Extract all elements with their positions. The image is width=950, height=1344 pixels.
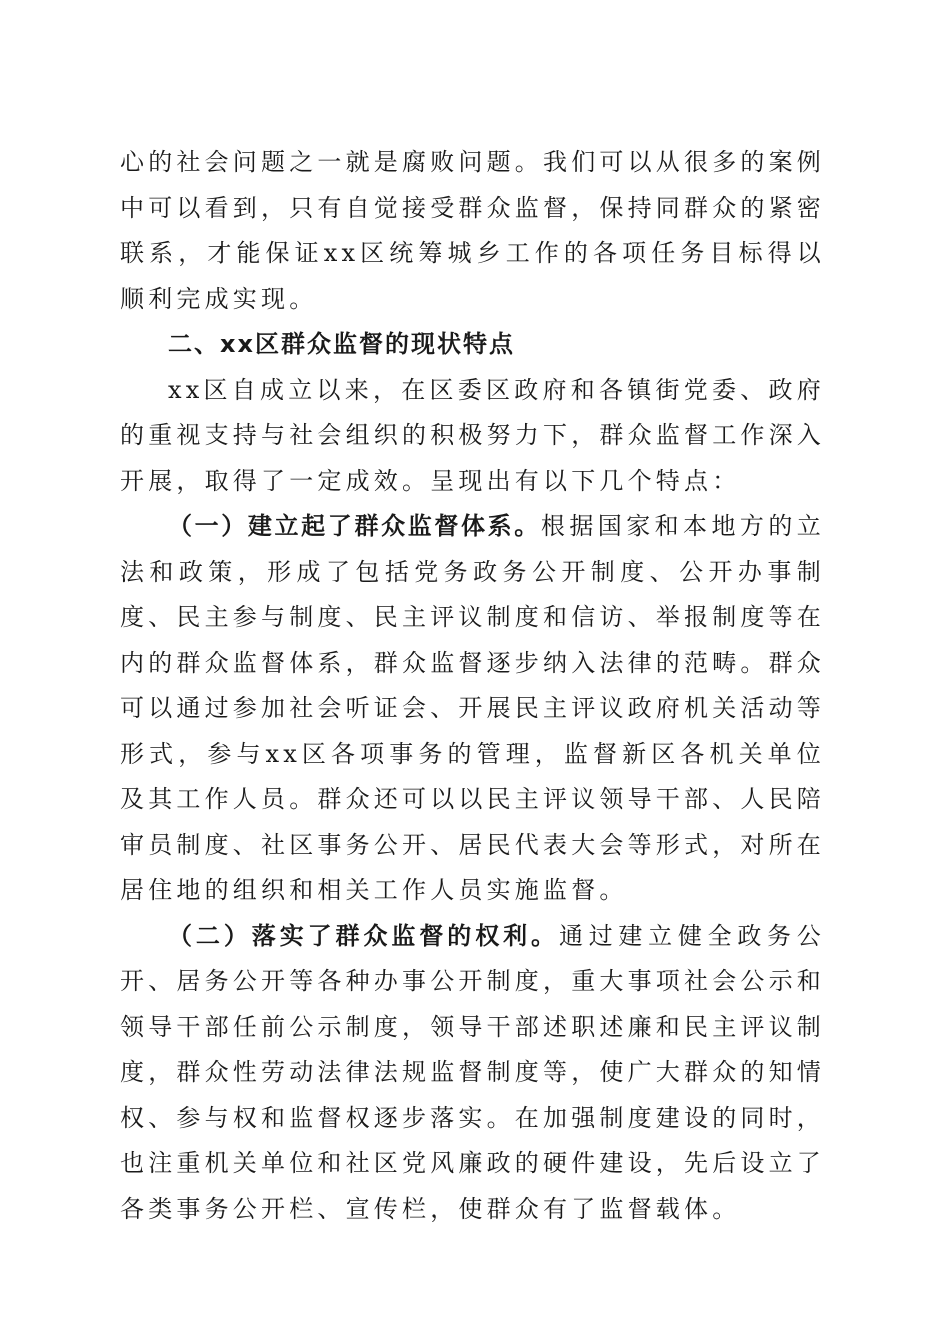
point-1-paragraph — [120, 504, 825, 914]
continuation-paragraph: 心的社会问题之一就是腐败问题。我们可以从很多的案例中可以看到，只有自觉接受群众监督，保持同群众的紧密联系，才能保证xx区统筹城乡工作的各项任务目标得以顺利完成实现。 — [120, 148, 825, 313]
point-1-body: 根据国家和本地方的立法和政策，形成了包括党务政务公开制度、公开办事制度、民主参与制度、民主评议制度和信访、举报制度等在内的群众监督体系，群众监督逐步纳入法律的范畴。群众可以通过参加社会听证会、开展民主评议政府机关活动等形式，参与xx区各项事务的管理，监督新区各机关单位及其工作人员。群众还可以以民主评议领导干部、人民陪审员制度、社区事务公开、居民代表大会等形式，对所在居住地的组织和相关工作人员实施监督。 — [120, 512, 825, 904]
document-body — [120, 140, 825, 1232]
point-2-heading: （二）落实了群众监督的权利。 — [168, 921, 559, 950]
point-2-body: 通过建立健全政务公开、居务公开等各种办事公开制度，重大事项社会公示和领导干部任前公示制度，领导干部述职述廉和民主评议制度，群众性劳动法律法规监督制度等，使广大群众的知情权、参与权和监督权逐步落实。在加强制度建设的同时，也注重机关单位和社区党风廉政的硬件建设，先后设立了各类事务公开栏、宣传栏，使群众有了监督载体。 — [120, 921, 825, 1223]
point-2-paragraph — [120, 914, 825, 1233]
intro-paragraph: xx区自成立以来，在区委区政府和各镇街党委、政府的重视支持与社会组织的积极努力下，群众监督工作深入开展，取得了一定成效。呈现出有以下几个特点： — [120, 375, 825, 495]
point-1-heading: （一）建立起了群众监督体系。 — [168, 512, 541, 540]
section-heading: 二、xx区群众监督的现状特点 — [168, 330, 515, 358]
